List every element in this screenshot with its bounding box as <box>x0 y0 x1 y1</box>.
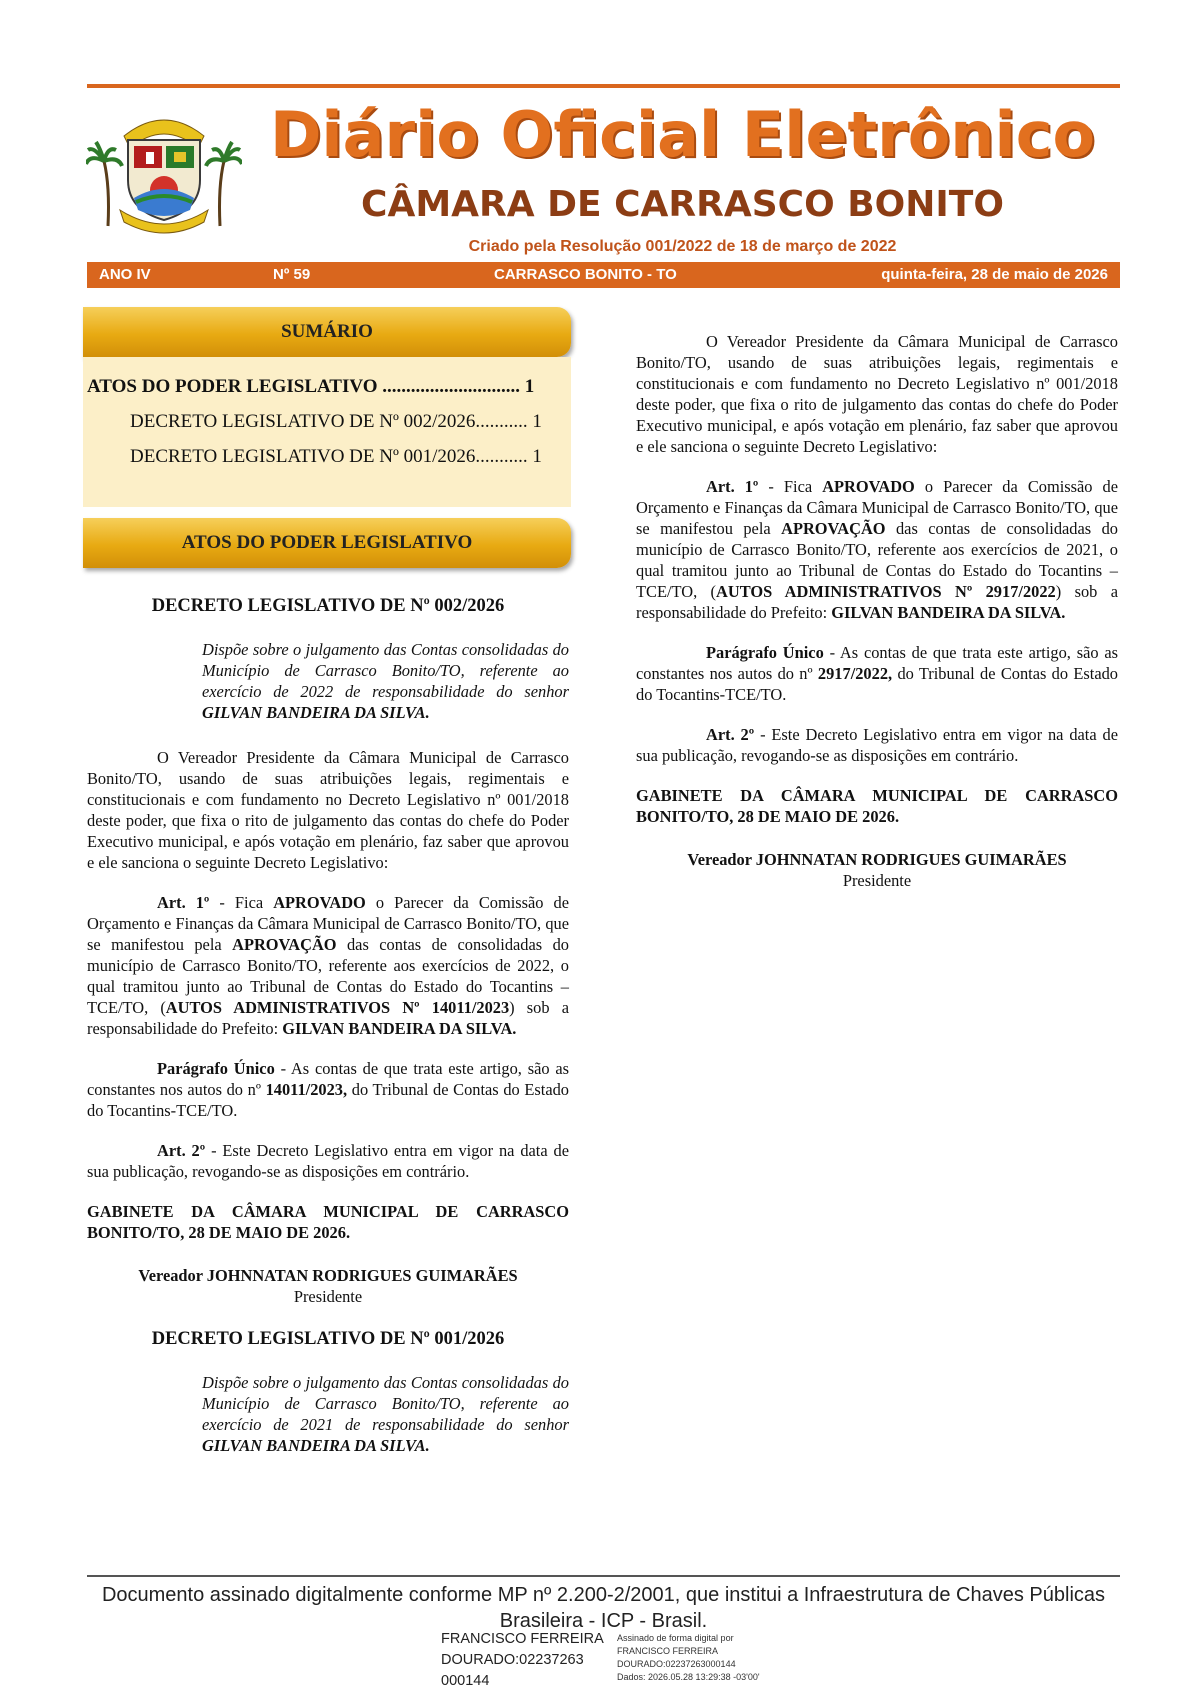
decree-002-art1 <box>87 892 569 1039</box>
art1-text-d: APROVAÇÃO <box>232 935 337 954</box>
ementa-name: GILVAN BANDEIRA DA SILVA. <box>202 703 430 722</box>
toc-item-decreto-002[interactable]: DECRETO LEGISLATIVO DE Nº 002/2026........... 1 <box>130 411 542 432</box>
decree-002-paragrafo-unico <box>87 1058 569 1121</box>
decree-001-art1 <box>636 476 1118 623</box>
art1-text-b: APROVADO <box>822 477 915 496</box>
edition-year: ANO IV <box>99 266 151 283</box>
municipal-emblem-logo <box>86 106 242 236</box>
toc-item-decreto-001[interactable]: DECRETO LEGISLATIVO DE Nº 001/2026........... 1 <box>130 446 542 467</box>
decree-002-art2 <box>87 1140 569 1182</box>
masthead-title: Diário Oficial Eletrônico <box>269 98 1096 171</box>
edition-date: quinta-feira, 28 de maio de 2026 <box>881 266 1108 283</box>
art1-text-e: das contas de consolidadas do município de Carrasco Bonito/TO, referente aos exercícios de 2022, o qual tramitou junto ao Tribunal de Contas do Estado do Tocantins – TCE/TO, ( <box>87 935 569 1017</box>
decree-002-preamble: O Vereador Presidente da Câmara Municipal de Carrasco Bonito/TO, usando de suas atribuições legais, regimentais e constitucionais e com fundamento no Decreto Legislativo nº 001/2018 deste poder, que fixa o rito de julgamento das contas do chefe do Poder Executivo municipal, e após votação em plenário, faz saber que aprovou e ele sanciona o seguinte Decreto Legislativo: <box>87 748 569 872</box>
decree-002-signer: Vereador JOHNNATAN RODRIGUES GUIMARÃES <box>138 1266 518 1285</box>
edition-number: Nº 59 <box>273 266 311 283</box>
art1-text-e: das contas de consolidadas do município de Carrasco Bonito/TO, referente aos exercícios de 2021, o qual tramitou junto ao Tribunal de Contas do Estado do Tocantins – TCE/TO, ( <box>636 519 1118 601</box>
sig-detail-line-1: Assinado de forma digital por <box>617 1633 734 1643</box>
par-text-a: - As contas de que trata este artigo, são as constantes nos autos do nº <box>636 643 1118 683</box>
art1-text-f: AUTOS ADMINISTRATIVOS Nº 14011/2023 <box>165 998 510 1017</box>
toc-item-atos[interactable]: ATOS DO PODER LEGISLATIVO ............................. 1 <box>87 376 535 397</box>
signer-line-1: FRANCISCO FERREIRA <box>441 1631 604 1647</box>
decree-001-preamble: O Vereador Presidente da Câmara Municipal de Carrasco Bonito/TO, usando de suas atribuições legais, regimentais e constitucionais e com fundamento no Decreto Legislativo nº 001/2018 deste poder, que fixa o rito de julgamento das contas do chefe do Poder Executivo municipal, e após votação em plenário, faz saber que aprovou e ele sanciona o seguinte Decreto Legislativo: <box>636 332 1118 456</box>
art1-text-g: ) sob a responsabilidade do Prefeito: <box>87 998 569 1038</box>
left-column <box>87 592 569 1480</box>
masthead-created-note: Criado pela Resolução 001/2022 de 18 de março de 2022 <box>468 238 897 255</box>
decree-001-ementa <box>202 1372 569 1456</box>
par-label: Parágrafo Único <box>157 1059 275 1078</box>
decree-002-signer-role: Presidente <box>293 1287 363 1306</box>
par-text-b: 2917/2022, <box>817 664 893 683</box>
art1-text-a: - Fica <box>209 893 274 912</box>
section-heading-atos: ATOS DO PODER LEGISLATIVO <box>83 518 571 568</box>
art1-text-h: GILVAN BANDEIRA DA SILVA. <box>831 603 1066 622</box>
art2-text: - Este Decreto Legislativo entra em vigor na data de sua publicação, revogando-se as disposições em contrário. <box>636 725 1118 765</box>
right-column <box>636 331 1118 913</box>
sumario-heading: SUMÁRIO <box>83 307 571 357</box>
masthead-top-rule <box>87 84 1120 88</box>
art1-text-d: APROVAÇÃO <box>781 519 886 538</box>
sig-detail-line-2: FRANCISCO FERREIRA <box>617 1646 719 1656</box>
art1-text-h: GILVAN BANDEIRA DA SILVA. <box>282 1019 517 1038</box>
decree-001-closing: GABINETE DA CÂMARA MUNICIPAL DE CARRASCO BONITO/TO, 28 DE MAIO DE 2026. <box>636 786 1118 826</box>
decree-001-paragrafo-unico <box>636 642 1118 705</box>
art1-text-a: - Fica <box>758 477 823 496</box>
decree-001-signer: Vereador JOHNNATAN RODRIGUES GUIMARÃES <box>687 850 1067 869</box>
par-text-c: do Tribunal de Contas do Estado do Tocantins-TCE/TO. <box>87 1080 569 1120</box>
edition-info-bar <box>87 262 1120 288</box>
par-label: Parágrafo Único <box>706 643 824 662</box>
par-text-b: 14011/2023, <box>265 1080 348 1099</box>
footer-digital-signature-note: Documento assinado digitalmente conforme MP nº 2.200-2/2001, que institui a Infraestrutura de Chaves Públicas Brasileira - ICP - Brasil. <box>101 1584 1106 1632</box>
decree-001-title: DECRETO LEGISLATIVO DE Nº 001/2026 <box>151 1329 505 1349</box>
ementa-text: Dispõe sobre o julgamento das Contas consolidadas do Município de Carrasco Bonito/TO, referente ao exercício de 2022 de responsabilidade do senhor <box>202 640 569 701</box>
signer-line-3: 000144 <box>441 1673 490 1689</box>
par-text-a: - As contas de que trata este artigo, são as constantes nos autos do nº <box>87 1059 569 1099</box>
art1-text-c: o Parecer da Comissão de Orçamento e Finanças da Câmara Municipal de Carrasco Bonito/TO, que se manifestou pela <box>636 477 1119 538</box>
sig-detail-line-3: DOURADO:02237263000144 <box>617 1659 736 1669</box>
art2-label: Art. 2º <box>157 1141 206 1160</box>
digital-signer-name <box>441 1629 611 1692</box>
decree-001-art2 <box>636 724 1118 766</box>
art1-text-c: o Parecer da Comissão de Orçamento e Finanças da Câmara Municipal de Carrasco Bonito/TO, que se manifestou pela <box>87 893 570 954</box>
art2-label: Art. 2º <box>706 725 755 744</box>
art1-text-b: APROVADO <box>273 893 366 912</box>
art1-label: Art. 1º <box>706 477 759 496</box>
decree-002-closing: GABINETE DA CÂMARA MUNICIPAL DE CARRASCO BONITO/TO, 28 DE MAIO DE 2026. <box>87 1202 569 1242</box>
signer-line-2: DOURADO:02237263 <box>441 1652 584 1668</box>
art1-text-g: ) sob a responsabilidade do Prefeito: <box>636 582 1119 622</box>
art2-text: - Este Decreto Legislativo entra em vigor na data de sua publicação, revogando-se as disposições em contrário. <box>87 1141 569 1181</box>
ementa-text: Dispõe sobre o julgamento das Contas consolidadas do Município de Carrasco Bonito/TO, referente ao exercício de 2021 de responsabilidade do senhor <box>202 1373 569 1434</box>
art1-text-f: AUTOS ADMINISTRATIVOS Nº 2917/2022 <box>716 582 1056 601</box>
edition-place: CARRASCO BONITO - TO <box>494 266 677 283</box>
decree-002-ementa <box>202 639 569 723</box>
digital-signature-details <box>617 1632 817 1684</box>
decree-001-signer-role: Presidente <box>842 871 912 890</box>
par-text-c: do Tribunal de Contas do Estado do Tocantins-TCE/TO. <box>636 664 1118 704</box>
footer-rule <box>87 1575 1120 1577</box>
masthead-subtitle: CÂMARA DE CARRASCO BONITO <box>361 184 1004 225</box>
decree-002-title: DECRETO LEGISLATIVO DE Nº 002/2026 <box>151 596 505 616</box>
sig-detail-line-4: Dados: 2026.05.28 13:29:38 -03'00' <box>617 1672 760 1682</box>
art1-label: Art. 1º <box>157 893 210 912</box>
ementa-name: GILVAN BANDEIRA DA SILVA. <box>202 1436 430 1455</box>
